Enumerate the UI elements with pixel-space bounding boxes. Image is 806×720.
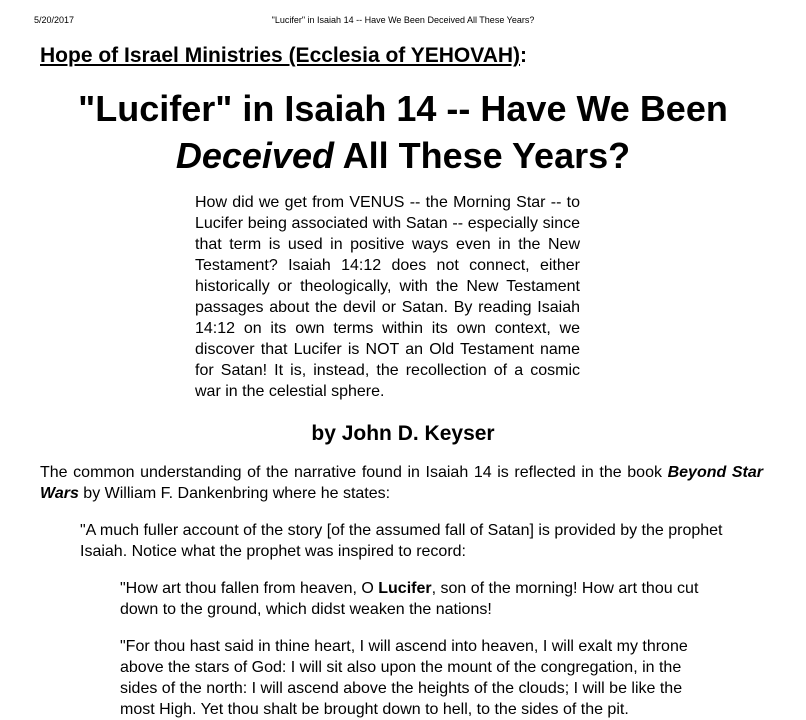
verse-text-end: , son of the morning! How art thou cut down to the ground, which didst weaken the nations! xyxy=(120,580,699,618)
article-title-line1: "Lucifer" in Isaiah 14 -- Have We Been xyxy=(78,88,728,129)
nested-quote-verse-13: "For thou hast said in thine heart, I will ascend into heaven, I will exalt my throne above the stars of God: I will sit also upon the mount of the congregation, in the sides of the north: I will ascend above the heights of the clouds; I will be like the most High. Yet thou shalt be brought down to hell, to the sides of the pit. xyxy=(120,638,688,718)
print-page-title: "Lucifer" in Isaiah 14 -- Have We Been Deceived All These Years? xyxy=(271,15,535,25)
article-abstract: How did we get from VENUS -- the Morning Star -- to Lucifer being associated with Satan -- especially since that term is used in positive ways even in the New Testament? Isaiah 14:12 does not connect, either historically or theologically, with the New Testament passages about the devil or Satan. By reading Isaiah 14:12 on its own terms within its own context, we discover that Lucifer is NOT an Old Testament name for Satan! It is, instead, the recollection of a cosmic war in the celestial sphere. xyxy=(195,194,580,400)
verse-bold-word: Lucifer xyxy=(378,580,432,597)
print-header xyxy=(0,13,806,27)
organization-name: Hope of Israel Ministries (Ecclesia of YEHOVAH) xyxy=(40,44,521,67)
organization-suffix: : xyxy=(520,44,528,67)
intro-text-end: by William F. Dankenbring where he states: xyxy=(78,485,391,502)
print-date: 5/20/2017 xyxy=(34,15,75,25)
block-quote: "A much fuller account of the story [of the assumed fall of Satan] is provided by the prophet Isaiah. Notice what the prophet was inspired to record: xyxy=(80,522,723,560)
verse-text-start: "How art thou fallen from heaven, O xyxy=(120,580,379,597)
intro-text-start: The common understanding of the narrative found in Isaiah 14 is reflected in the book xyxy=(40,464,668,481)
book-title: Beyond Star Wars xyxy=(40,464,763,502)
article-title-line2: All These Years? xyxy=(333,135,631,176)
article-title xyxy=(0,85,806,179)
organization-heading xyxy=(40,42,527,70)
article-title-emphasis: Deceived xyxy=(175,135,334,176)
intro-paragraph xyxy=(40,462,763,504)
nested-quote-verse-12 xyxy=(120,578,720,620)
author-byline: by John D. Keyser xyxy=(311,422,495,445)
